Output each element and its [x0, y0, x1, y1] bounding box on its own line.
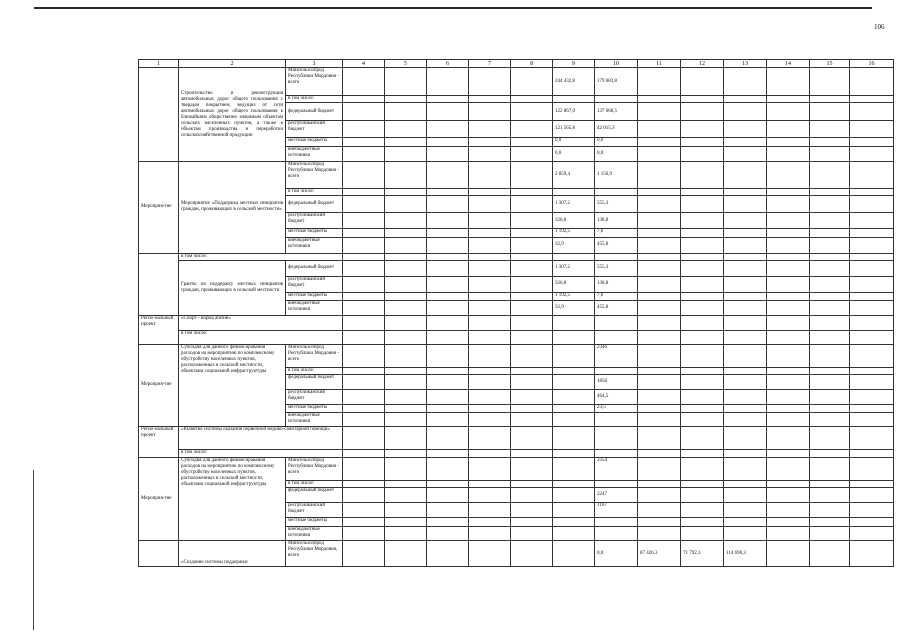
header-cell: 3 [286, 60, 343, 68]
activity-description: Субсидия для данного финансирования расходов на мероприятию по комплексному обустройству населенных пунктов, расположенных в сельской местности, объектами социальной инфраструктуры [179, 457, 286, 541]
source-cell: внебюджетные источники [286, 526, 343, 541]
value-cell: 1 192,5 [553, 229, 595, 237]
value-cell: 0,0 [553, 146, 595, 161]
table-row [139, 330, 894, 344]
value-cell: 32,9 [553, 301, 595, 316]
value-cell: 555,3 [595, 196, 638, 213]
value-cell [595, 189, 638, 196]
type-cell: Мероприя-тие [139, 457, 179, 541]
source-cell: внебюджетные источники [286, 413, 343, 427]
budget-table [138, 59, 894, 567]
source-cell: республиканский бюджет [286, 121, 343, 138]
header-cell: 5 [385, 60, 427, 68]
type-cell: Мероприя-тие [139, 161, 179, 253]
value-cell: 122 867,0 [553, 103, 595, 121]
source-cell: республиканский бюджет [286, 276, 343, 292]
source-cell: внебюджетные источники [286, 237, 343, 253]
value-cell: 1858 [595, 375, 638, 390]
header-row [139, 60, 894, 68]
value-cell: 0,0 [553, 138, 595, 146]
type-cell [139, 541, 179, 567]
header-cell: 1 [139, 60, 179, 68]
type-cell: Мероприя-тие [139, 344, 179, 427]
value-cell [595, 518, 638, 526]
value-cell [595, 413, 638, 427]
value-cell: 32,9 [553, 237, 595, 253]
activity-description: Субсидия для данного финансирования расходов на мероприятию по комплексному обустройству населенных пунктов, расположенных в сельской местности, объектами социальной инфраструктуры [179, 344, 286, 427]
header-cell: 12 [681, 60, 724, 68]
value-cell: 0,0 [595, 541, 638, 567]
value-cell: 244 432,8 [553, 68, 595, 96]
value-cell: 2346 [595, 344, 638, 367]
value-cell [553, 95, 595, 102]
source-cell: местные бюджеты [286, 138, 343, 146]
source-cell: Минсельхозпрод Республики Мордовия - всего [286, 161, 343, 189]
type-cell: Регио-нальный проект [139, 427, 179, 458]
value-cell: 121 565,8 [553, 121, 595, 138]
value-cell [595, 95, 638, 102]
value-cell: 71 792,3 [681, 541, 724, 567]
value-cell: 455,8 [595, 301, 638, 316]
value-cell: 87 426,3 [638, 541, 681, 567]
source-cell: в том числе: [286, 367, 343, 374]
source-cell: республиканский бюджет [286, 390, 343, 405]
table-row [139, 161, 894, 189]
value-cell: 137 668,5 [595, 103, 638, 121]
project-title: «Спорт - норма жизни» [179, 316, 343, 331]
source-cell: федеральный бюджет [286, 196, 343, 213]
table-row [139, 457, 894, 480]
activity-description: Гранты на поддержку местных инициатив граждан, проживающих в сельской местности [179, 261, 286, 316]
program-title: «Создание системы поддержки [179, 541, 286, 567]
header-cell: 9 [553, 60, 595, 68]
value-cell: 138,8 [595, 213, 638, 229]
page-number: 106 [874, 23, 885, 31]
table-row [139, 427, 894, 450]
header-cell: 10 [595, 60, 638, 68]
value-cell: 1 307,2 [553, 261, 595, 277]
value-cell: 2247 [595, 488, 638, 503]
value-cell: 1 156,9 [595, 161, 638, 189]
source-cell: местные бюджеты [286, 292, 343, 300]
value-cell: 555,3 [595, 261, 638, 277]
value-cell: 7,0 [595, 292, 638, 300]
subtotal-label: в том числе: [179, 450, 343, 457]
value-cell [595, 481, 638, 488]
project-title: «Развитие системы оказания первичной медико-санитарной помощи» [179, 427, 343, 450]
value-cell: 455,8 [595, 237, 638, 253]
subtotal-label: в том числе: [179, 253, 343, 260]
value-cell: 3354 [595, 457, 638, 480]
type-cell [139, 68, 179, 161]
value-cell: 2 859,4 [553, 161, 595, 189]
source-cell: местные бюджеты [286, 229, 343, 237]
source-cell: Минсельхозпрод Республики Мордовия, всего [286, 541, 343, 567]
table-row [139, 316, 894, 331]
value-cell: 114 696,3 [724, 541, 767, 567]
table-row [139, 68, 894, 96]
header-cell: 7 [469, 60, 511, 68]
left-margin-line [33, 470, 34, 630]
value-cell: 23,5 [595, 404, 638, 412]
value-cell [595, 367, 638, 374]
value-cell: 1 307,2 [553, 196, 595, 213]
top-rule [34, 7, 872, 9]
source-cell: республиканский бюджет [286, 503, 343, 518]
header-cell: 13 [724, 60, 767, 68]
value-cell [553, 189, 595, 196]
table-row [139, 541, 894, 567]
value-cell [595, 526, 638, 541]
header-cell: 11 [638, 60, 681, 68]
header-cell: 15 [810, 60, 850, 68]
type-cell [139, 253, 179, 315]
value-cell: 179 683,8 [595, 68, 638, 96]
source-cell: федеральный бюджет [286, 375, 343, 390]
source-cell: Минсельхозпрод Республики Мордовия - всего [286, 344, 343, 367]
value-cell: 326,8 [553, 213, 595, 229]
header-cell: 16 [850, 60, 894, 68]
header-cell: 4 [343, 60, 385, 68]
table-row [139, 261, 894, 277]
header-cell: 6 [427, 60, 469, 68]
table-row [139, 253, 894, 260]
source-cell: федеральный бюджет [286, 261, 343, 277]
value-cell: 0,0 [595, 138, 638, 146]
value-cell: 138,8 [595, 276, 638, 292]
source-cell: в том числе: [286, 95, 343, 102]
source-cell: Минсельхозпрод Республики Мордовия - всего [286, 457, 343, 480]
header-cell: 14 [767, 60, 810, 68]
source-cell: местные бюджеты [286, 404, 343, 412]
source-cell: внебюджетные источники [286, 301, 343, 316]
value-cell: 0,0 [595, 146, 638, 161]
value-cell: 1 192,5 [553, 292, 595, 300]
source-cell: федеральный бюджет [286, 488, 343, 503]
source-cell: местные бюджеты [286, 518, 343, 526]
table-row [139, 344, 894, 367]
activity-description: Строительство и реконструкция автомобильных дорог общего пользования с твердым покрытием, ведущих от сети автомобильных дорог общего пользования к ближайшим общественно значимым объектам сельских населенных пунктов, а также к объектам производства и переработки сельскохозяйственной продукции [179, 68, 286, 161]
value-cell: 7,0 [595, 229, 638, 237]
header-cell: 2 [179, 60, 286, 68]
header-cell: 8 [511, 60, 553, 68]
source-cell: республиканский бюджет [286, 213, 343, 229]
type-cell: Регио-нальный проект [139, 316, 179, 345]
value-cell: 326,8 [553, 276, 595, 292]
subtotal-label: в том числе: [179, 330, 343, 344]
table-row [139, 450, 894, 457]
activity-description: Мероприятие «Поддержка местных инициатив граждан, проживающих в сельской местности» [179, 161, 286, 253]
value-cell: 42 015,3 [595, 121, 638, 138]
value-cell: 1107 [595, 503, 638, 518]
source-cell: в том числе: [286, 189, 343, 196]
source-cell: федеральный бюджет [286, 103, 343, 121]
source-cell: внебюджетные источники [286, 146, 343, 161]
source-cell: в том числе: [286, 481, 343, 488]
value-cell: 464,5 [595, 390, 638, 405]
source-cell: Минсельхозпрод Республики Мордовия - всего [286, 68, 343, 96]
